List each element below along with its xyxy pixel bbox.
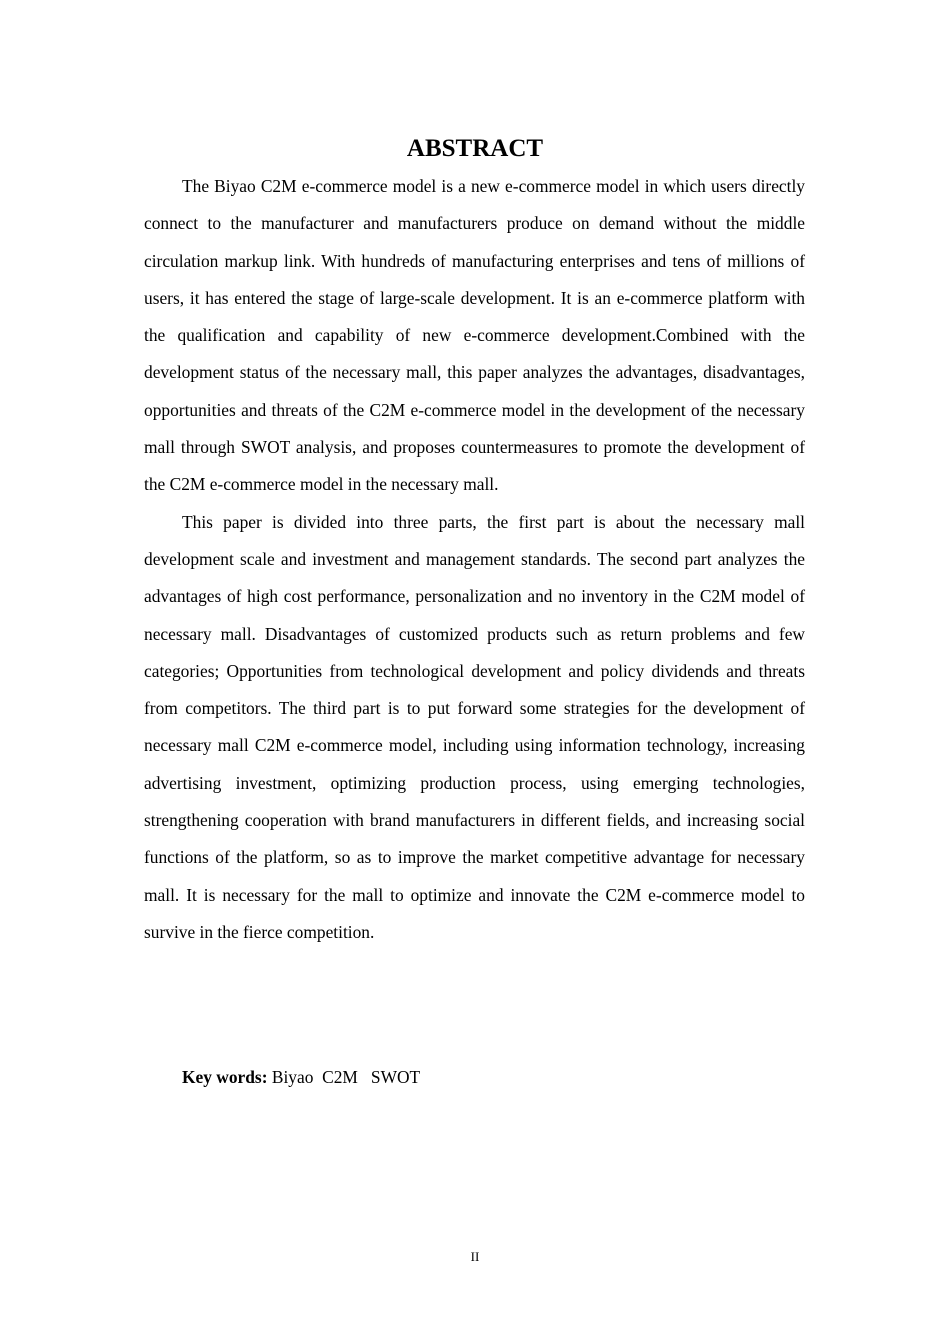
keywords-line — [182, 1063, 420, 1091]
abstract-body — [144, 168, 805, 951]
abstract-paragraph-2: This paper is divided into three parts, the first part is about the necessary mall development scale and investment and management standards. The second part analyzes the advantages of high cost performance, personalization and no inventory in the C2M model of necessary mall. Disadvantages of customized products such as return problems and few categories; Opportunities from technological development and policy dividends and threats from competitors. The third part is to put forward some strategies for the development of necessary mall C2M e-commerce model, including using information technology, increasing advertising investment, optimizing production process, using emerging technologies, strengthening cooperation with brand manufacturers in different fields, and increasing social functions of the platform, so as to improve the market competitive advantage for necessary mall. It is necessary for the mall to optimize and innovate the C2M e-commerce model to survive in the fierce competition. — [144, 511, 805, 942]
keywords-label: Key words: — [182, 1067, 268, 1087]
keywords-values: Biyao C2M SWOT — [271, 1067, 421, 1087]
abstract-title: ABSTRACT — [406, 135, 544, 162]
abstract-paragraph-1: The Biyao C2M e-commerce model is a new e-commerce model in which users directly connect to the manufacturer and manufacturers produce on demand without the middle circulation markup link. With hundreds of manufacturing enterprises and tens of millions of users, it has entered the stage of large-scale development. It is an e-commerce platform with the qualification and capability of new e-commerce development.Combined with the development status of the necessary mall, this paper analyzes the advantages, disadvantages, opportunities and threats of the C2M e-commerce model in the development of the necessary mall through SWOT analysis, and proposes countermeasures to promote the development of the C2M e-commerce model in the necessary mall. — [144, 176, 805, 495]
page-number: II — [470, 1249, 480, 1264]
